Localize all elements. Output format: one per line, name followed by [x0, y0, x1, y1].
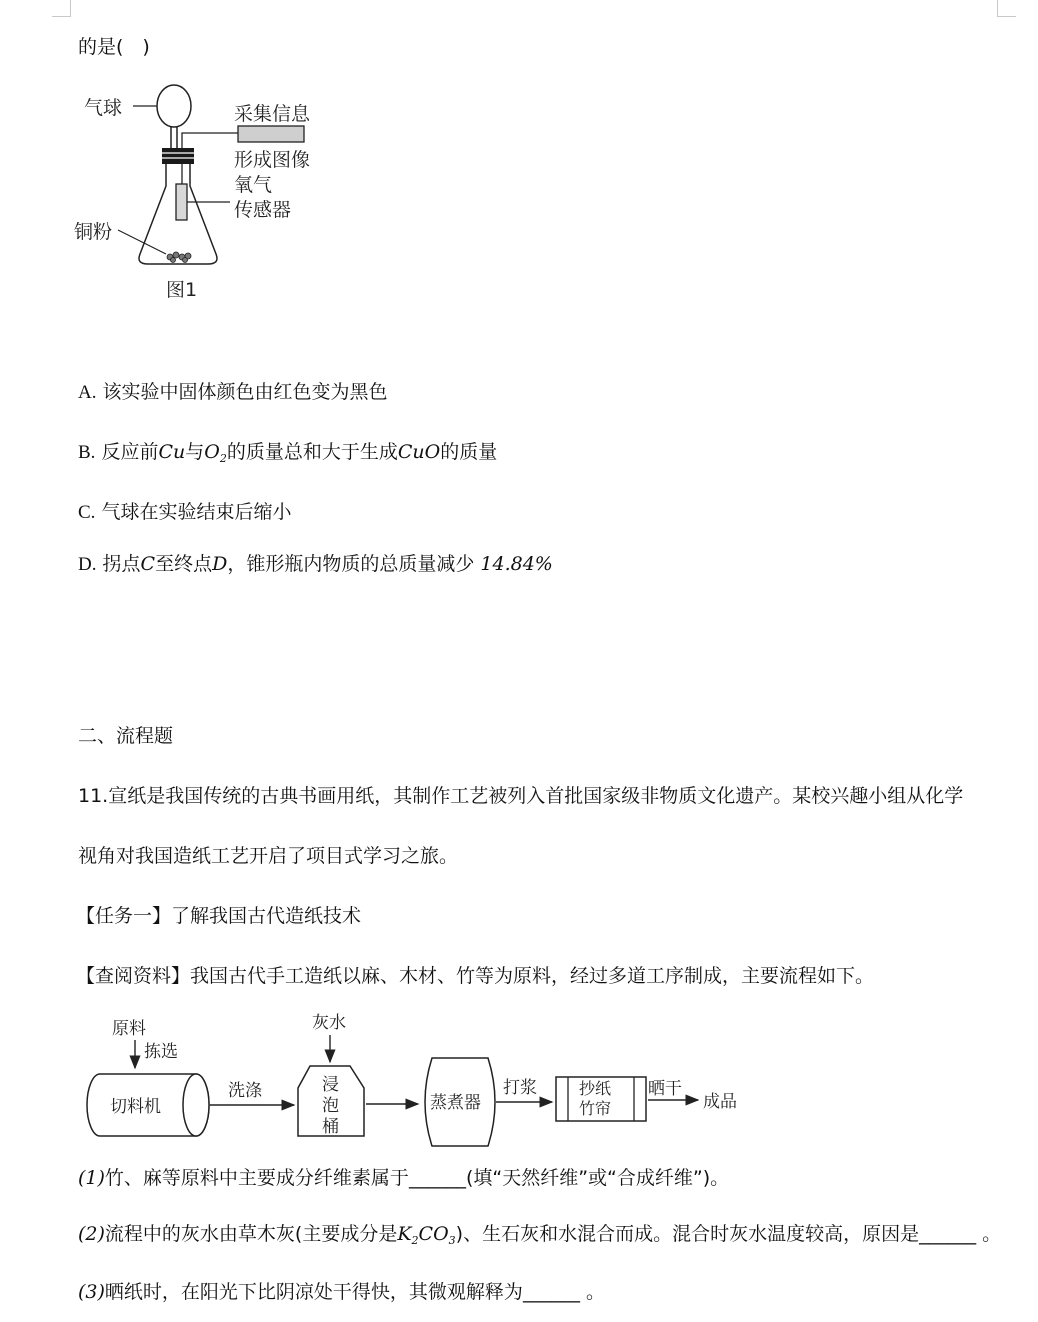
sub-question-1: (1)竹、麻等原料中主要成分纤维素属于______(填“天然纤维”或“合成纤维”)。: [78, 1167, 730, 1189]
soak-char-1: 浸: [322, 1075, 339, 1095]
page-corner-mark-left: [52, 0, 71, 17]
answer-blank-3[interactable]: ______: [522, 1281, 580, 1303]
data-collector-box: [238, 126, 304, 142]
stopper: [162, 148, 194, 164]
section-title: 二、流程题: [78, 725, 174, 747]
product-label: 成品: [703, 1092, 737, 1112]
option-c[interactable]: C. 气球在实验结束后缩小: [78, 501, 292, 523]
soak-char-3: 桶: [322, 1117, 339, 1137]
wash-label: 洗涤: [228, 1081, 262, 1101]
steamer-label: 蒸煮器: [430, 1093, 481, 1113]
sub-question-3: (3)晒纸时，在阳光下比阴凉处干得快，其微观解释为______ 。: [78, 1281, 605, 1303]
papermaking-flow-diagram: [70, 1008, 770, 1158]
option-d[interactable]: D. 拐点C至终点D，锥形瓶内物质的总质量减少 14.84%: [78, 553, 553, 575]
dry-label: 晒干: [648, 1079, 682, 1099]
figure1-apparatus-diagram: [70, 78, 330, 308]
page-corner-mark-right: [997, 0, 1016, 17]
figure1-caption: 图1: [166, 279, 198, 301]
ash-water-label: 灰水: [312, 1013, 346, 1033]
oxygen-sensor: [176, 184, 187, 220]
copper-powder: [167, 252, 191, 263]
pulp-label: 打浆: [503, 1078, 537, 1098]
sheet-label-1: 抄纸: [579, 1079, 612, 1098]
image-label: 形成图像: [234, 149, 311, 171]
answer-blank-1[interactable]: ______: [408, 1167, 466, 1189]
balloon-label: 气球: [84, 97, 123, 119]
select-label: 拣选: [144, 1042, 178, 1062]
reference-text: 【查阅资料】我国古代手工造纸以麻、木材、竹等为原料，经过多道工序制成，主要流程如下。: [76, 965, 875, 987]
soak-char-2: 泡: [322, 1096, 339, 1116]
copper-label: 铜粉: [74, 221, 113, 243]
sensor-label-1: 氧气: [234, 174, 273, 196]
sensor-label-2: 传感器: [234, 199, 292, 221]
collect-label: 采集信息: [234, 103, 311, 125]
raw-material-label: 原料: [112, 1019, 146, 1039]
prev-question-tail: 的是( ): [78, 36, 150, 58]
option-b[interactable]: B. 反应前Cu与$O_2$的质量总和大于生成CuO的质量: [78, 441, 498, 465]
sheet-label-2: 竹帘: [579, 1099, 612, 1118]
sub-question-2: (2)流程中的灰水由草木灰(主要成分是$K_2CO_3$)、生石灰和水混合而成。混合时灰水温度较高，原因是______ 。: [78, 1223, 1002, 1247]
balloon-shape: [157, 85, 191, 127]
q11-line1: 11.宣纸是我国传统的古典书画用纸，其制作工艺被列入首批国家级非物质文化遗产。某校兴趣小组从化学: [78, 785, 964, 807]
answer-blank-2[interactable]: ______: [919, 1223, 977, 1245]
q11-line2: 视角对我国造纸工艺开启了项目式学习之旅。: [78, 845, 459, 867]
cutter-label: 切料机: [110, 1097, 161, 1117]
option-a[interactable]: A. 该实验中固体颜色由红色变为黑色: [78, 381, 388, 403]
task1-heading: 【任务一】了解我国古代造纸技术: [76, 905, 362, 927]
